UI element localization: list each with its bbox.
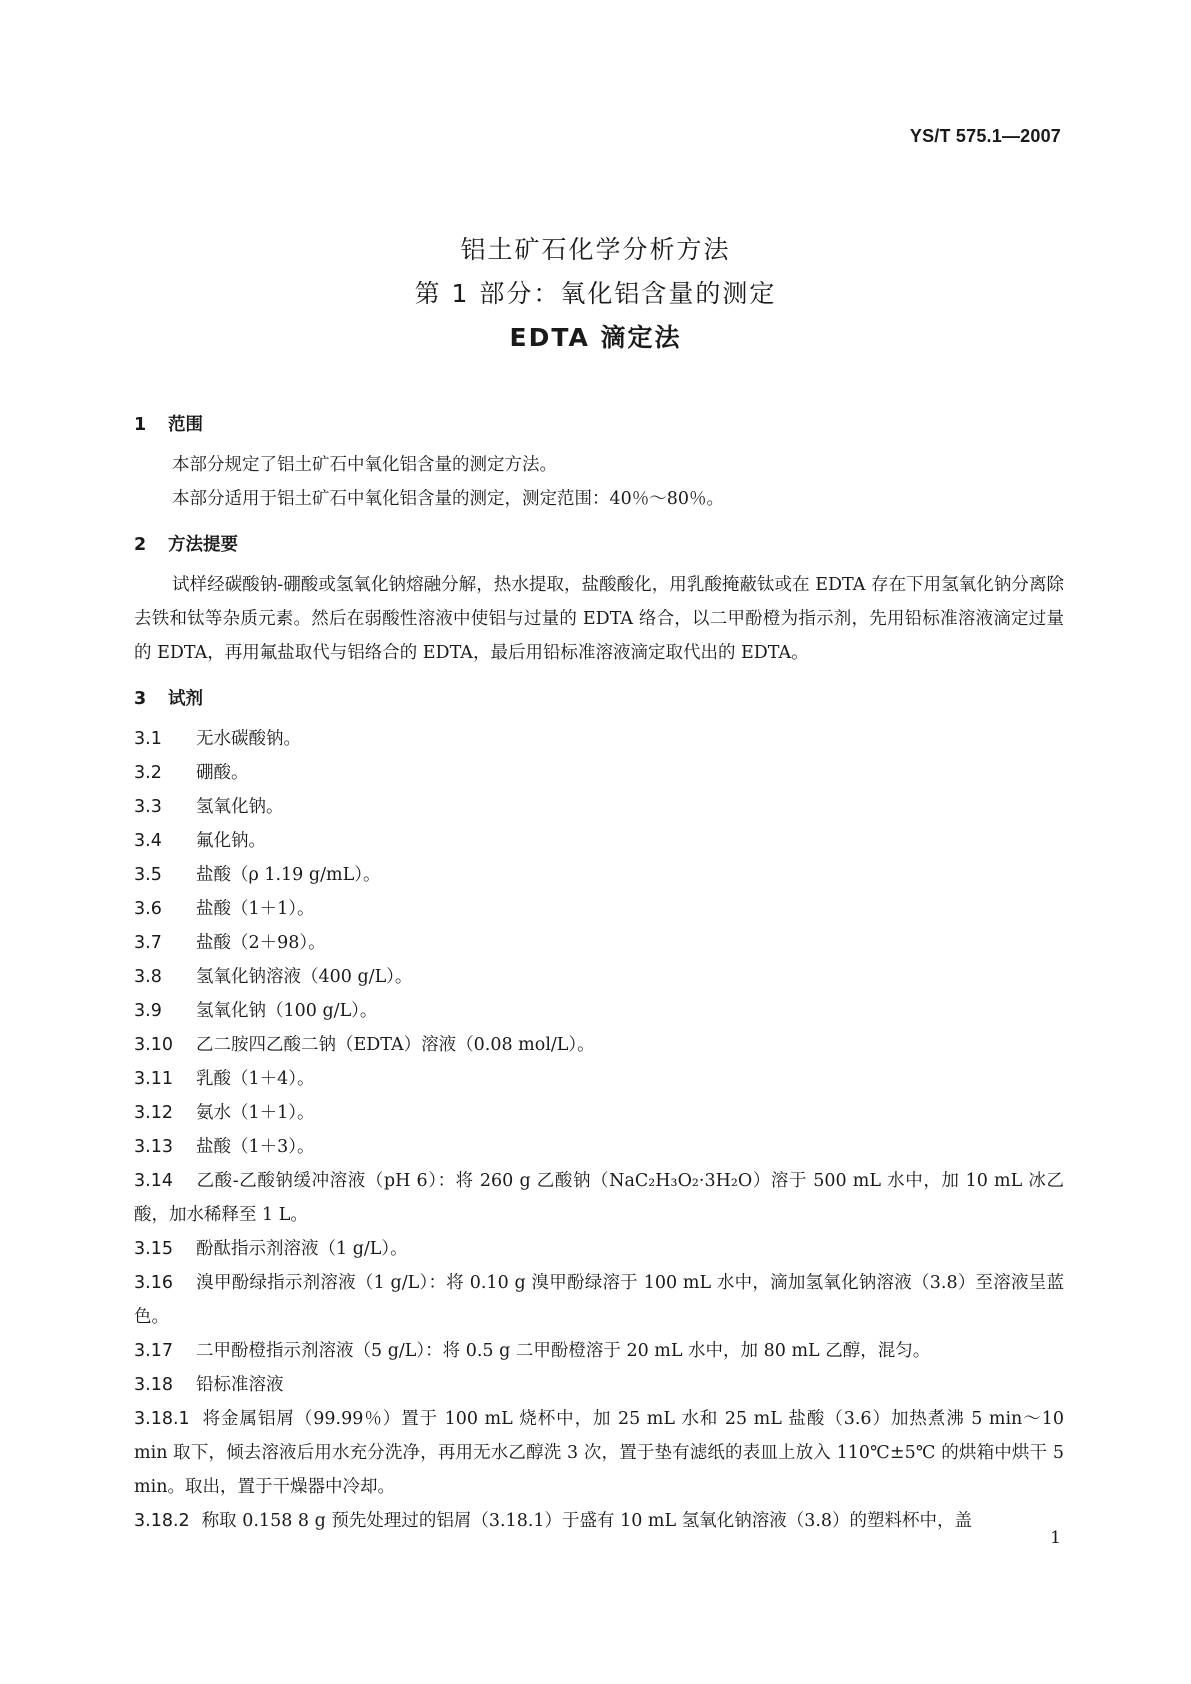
reagent-item-text: 氢氧化钠（100 g/L）。: [196, 1001, 378, 1021]
reagent-item-text: 硼酸。: [196, 763, 249, 783]
reagent-item: [134, 960, 1064, 994]
reagent-item-number: 3.13: [134, 1137, 173, 1157]
reagent-item: [134, 790, 1064, 824]
reagent-item-number: 3.14: [134, 1171, 173, 1191]
title-line-2: 第 1 部分：氧化铝含量的测定: [414, 279, 777, 308]
reagent-item-text: 乳酸（1＋4）。: [196, 1069, 315, 1089]
reagent-item: [134, 858, 1064, 892]
title-line-3: EDTA 滴定法: [509, 323, 682, 352]
reagent-item-number: 3.4: [134, 831, 162, 851]
reagent-item-number: 3.7: [134, 933, 162, 953]
section-number: 3: [134, 689, 147, 709]
reagent-item: [134, 722, 1064, 756]
reagent-item-text: 无水碳酸钠。: [196, 729, 301, 749]
section-number: 2: [134, 535, 147, 555]
reagent-item-text: 盐酸（1＋3）。: [196, 1137, 315, 1157]
reagent-item-text: 盐酸（1＋1）。: [196, 899, 315, 919]
section-title: 范围: [168, 415, 203, 435]
reagent-item-number: 3.15: [134, 1239, 173, 1259]
page-number: 1: [1050, 1528, 1061, 1548]
reagent-item-text: 溴甲酚绿指示剂溶液（1 g/L）：将 0.10 g 溴甲酚绿溶于 100 mL 水中，滴加氢氧化钠溶液（3.8）至溶液呈蓝色。: [134, 1273, 1064, 1327]
document-title: [0, 228, 1191, 360]
standard-code: YS/T 575.1—2007: [909, 126, 1061, 146]
reagent-item: [134, 1164, 1064, 1232]
section-3-heading: [134, 684, 1064, 714]
reagent-item: [134, 994, 1064, 1028]
section-2-para-1: 试样经碳酸钠-硼酸或氢氧化钠熔融分解，热水提取，盐酸酸化，用乳酸掩蔽钛或在 EDTA 存在下用氢氧化钠分离除去铁和钛等杂质元素。然后在弱酸性溶液中使铝与过量的 EDTA 络合，以二甲酚橙为指示剂，先用铅标准溶液滴定过量的 EDTA，再用氟盐取代与铝络合的 EDTA，最后用铅标准溶液滴定取代出的 EDTA。: [134, 575, 1064, 663]
section-1-heading: [134, 410, 1064, 440]
reagent-item-text: 乙酸-乙酸钠缓冲溶液（pH 6）：将 260 g 乙酸钠（NaC₂H₃O₂·3H₂O）溶于 500 mL 水中，加 10 mL 冰乙酸，加水稀释至 1 L。: [134, 1171, 1064, 1225]
section-1-para-2: 本部分适用于铝土矿石中氧化铝含量的测定，测定范围：40％～80％。: [172, 489, 725, 509]
reagent-item-number: 3.5: [134, 865, 162, 885]
reagent-item: [134, 1402, 1064, 1504]
reagent-item-text: 氢氧化钠溶液（400 g/L）。: [196, 967, 413, 987]
section-2-heading: [134, 530, 1064, 560]
reagent-item-text: 铅标准溶液: [196, 1375, 284, 1395]
reagent-item-text: 称取 0.158 8 g 预先处理过的铝屑（3.18.1）于盛有 10 mL 氢氧化钠溶液（3.8）的塑料杯中，盖: [201, 1511, 973, 1531]
reagent-item-text: 乙二胺四乙酸二钠（EDTA）溶液（0.08 mol/L）。: [196, 1035, 595, 1055]
reagent-item-text: 氟化钠。: [196, 831, 266, 851]
reagent-item-text: 盐酸（ρ 1.19 g/mL）。: [196, 865, 381, 885]
reagent-item-number: 3.17: [134, 1341, 173, 1361]
reagent-item: [134, 892, 1064, 926]
reagent-item-text: 氢氧化钠。: [196, 797, 284, 817]
reagent-item: [134, 1368, 1064, 1402]
reagent-item-number: 3.18.1: [134, 1409, 190, 1429]
reagent-item: [134, 756, 1064, 790]
title-line-1: 铝土矿石化学分析方法: [460, 235, 731, 264]
reagent-item-text: 氨水（1＋1）。: [196, 1103, 315, 1123]
reagent-item: [134, 1028, 1064, 1062]
reagent-item: [134, 1504, 1064, 1538]
reagent-item-number: 3.8: [134, 967, 162, 987]
document-body: [134, 410, 1064, 1538]
reagent-item-number: 3.18.2: [134, 1511, 190, 1531]
reagent-item-number: 3.3: [134, 797, 162, 817]
reagent-item-text: 二甲酚橙指示剂溶液（5 g/L）：将 0.5 g 二甲酚橙溶于 20 mL 水中，加 80 mL 乙醇，混匀。: [196, 1341, 931, 1361]
reagent-item-number: 3.2: [134, 763, 162, 783]
reagent-item-number: 3.11: [134, 1069, 173, 1089]
reagent-item: [134, 1266, 1064, 1334]
reagent-item-text: 酚酞指示剂溶液（1 g/L）。: [196, 1239, 408, 1259]
reagent-item-number: 3.9: [134, 1001, 162, 1021]
section-title: 试剂: [168, 689, 203, 709]
reagent-item: [134, 926, 1064, 960]
reagent-item: [134, 824, 1064, 858]
reagent-item-text: 将金属铝屑（99.99％）置于 100 mL 烧杯中，加 25 mL 水和 25 mL 盐酸（3.6）加热煮沸 5 min～10 min 取下，倾去溶液后用水充分洗净，再用无水乙醇洗 3 次，置于垫有滤纸的表皿上放入 110℃±5℃ 的烘箱中烘干 5 min。取出，置于干燥器中冷却。: [134, 1409, 1064, 1497]
reagent-item-number: 3.6: [134, 899, 162, 919]
reagent-list: [134, 722, 1064, 1538]
reagent-item-number: 3.1: [134, 729, 162, 749]
reagent-item: [134, 1232, 1064, 1266]
reagent-item-text: 盐酸（2＋98）。: [196, 933, 326, 953]
section-1-para-1: 本部分规定了铝土矿石中氧化铝含量的测定方法。: [172, 455, 557, 475]
section-title: 方法提要: [168, 535, 238, 555]
reagent-item: [134, 1062, 1064, 1096]
reagent-item-number: 3.10: [134, 1035, 173, 1055]
reagent-item-number: 3.12: [134, 1103, 173, 1123]
reagent-item-number: 3.18: [134, 1375, 173, 1395]
reagent-item: [134, 1130, 1064, 1164]
reagent-item: [134, 1096, 1064, 1130]
reagent-item: [134, 1334, 1064, 1368]
section-number: 1: [134, 415, 147, 435]
reagent-item-number: 3.16: [134, 1273, 173, 1293]
